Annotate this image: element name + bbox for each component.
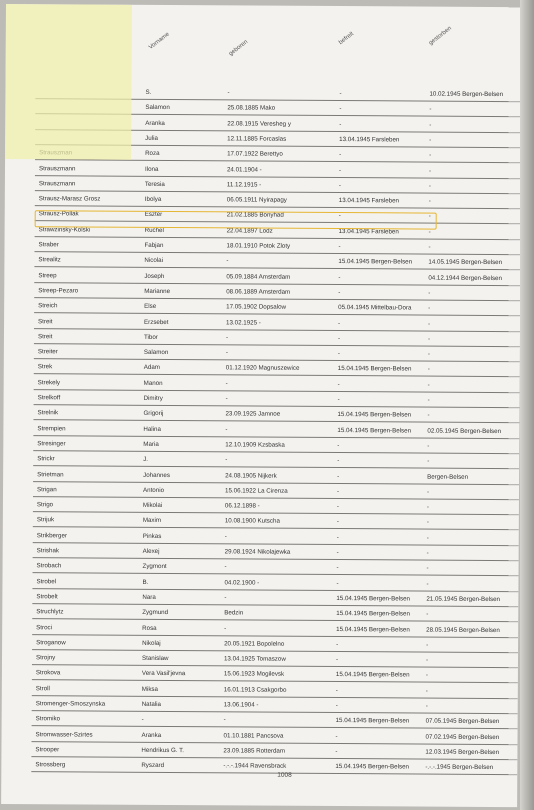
cell-name: Strelnik <box>37 409 59 417</box>
cell-birth: 15.06.1923 Mogilevsk <box>223 670 285 679</box>
cell-name: Stromwasser-Szirtes <box>35 730 93 739</box>
cell-released: - <box>337 487 340 495</box>
cell-first: Roza <box>145 150 160 158</box>
cell-birth: 25.08.1885 Mako <box>227 104 276 112</box>
cell-death: 21.05.1945 Bergen-Belsen <box>426 595 501 603</box>
cell-death: - <box>428 167 432 175</box>
cell-released: - <box>338 166 342 174</box>
column-header-died: gestorben <box>428 25 453 47</box>
cell-death: - <box>425 656 429 664</box>
cell-released: 15.04.1945 Bergen-Belsen <box>335 717 410 725</box>
cell-first: Aranka <box>145 119 165 127</box>
cell-name: Strickr <box>37 455 55 463</box>
cell-name: Strekely <box>37 378 61 387</box>
cell-name: Strausz-Pollak <box>38 210 79 218</box>
cell-name: Straber <box>38 241 59 249</box>
cell-first: Salamon <box>143 348 169 357</box>
cell-released: - <box>335 656 339 664</box>
cell-first: Stanislaw <box>141 654 169 663</box>
cell-birth: - <box>224 624 227 632</box>
cell-death: - <box>428 289 431 297</box>
cell-released: 13.04.1945 Farsleben <box>338 197 400 205</box>
cell-first: Salamon <box>145 104 170 112</box>
cell-name: Strigan <box>37 485 57 494</box>
cell-name: Strauszmann <box>38 180 76 188</box>
highlight-box <box>35 210 437 229</box>
cell-released: 15.04.1945 Bergen-Belsen <box>337 365 412 373</box>
sticky-note <box>5 4 132 160</box>
cell-released: 15.04.1945 Bergen-Belsen <box>337 426 412 435</box>
cell-birth: 15.06.1922 La Cirenza <box>225 487 288 495</box>
cell-death: - <box>428 304 431 312</box>
cell-birth: 12.10.1909 Kzsbaska <box>225 441 285 449</box>
cell-released: - <box>335 732 338 740</box>
cell-name: Streit <box>37 332 53 341</box>
cell-released: - <box>337 380 340 388</box>
cell-name: Strijuk <box>36 516 55 524</box>
cell-first: Ryszard <box>141 762 165 770</box>
cell-name: Strawzinsky-Kolski <box>38 225 91 234</box>
cell-birth: 23.09.1885 Rotterdam <box>223 747 286 755</box>
cell-birth: - <box>226 257 229 265</box>
cell-birth: 24.08.1905 Nijkerk <box>225 471 277 480</box>
cell-first: S. <box>145 88 152 96</box>
cell-released: - <box>335 747 338 755</box>
cell-released: - <box>338 319 341 327</box>
cell-name: Stromiko <box>35 715 61 723</box>
cell-released: 13.04.1945 Farsleben <box>338 227 399 236</box>
cell-death: - <box>426 503 430 511</box>
cell-death: - <box>426 610 429 618</box>
cell-first: Marianne <box>144 287 171 295</box>
cell-name: Strooper <box>35 746 60 754</box>
cell-death: - <box>426 641 429 649</box>
cell-death: 12.03.1945 Bergen-Belsen <box>425 748 500 756</box>
cell-released: - <box>337 441 340 449</box>
cell-name: Strikberger <box>36 531 68 540</box>
cell-released: 15.04.1945 Bergen-Belsen <box>335 763 409 771</box>
page-edge-shadow <box>520 0 534 810</box>
cell-death: - <box>427 457 430 465</box>
cell-released: 15.04.1945 Bergen-Belsen <box>337 411 412 419</box>
cell-first: Tibor <box>143 333 158 341</box>
cell-first: Joseph <box>144 272 165 280</box>
cell-death: - <box>427 350 430 358</box>
cell-birth: Bedzin <box>224 609 244 617</box>
cell-death: - <box>429 105 432 113</box>
cell-name: Streit <box>38 317 53 325</box>
cell-death: - <box>426 580 429 588</box>
cell-first: Vera Vasil'jevna <box>141 670 186 678</box>
cell-death: - <box>428 243 431 251</box>
cell-released: - <box>337 457 340 465</box>
cell-first: Adam <box>143 364 160 372</box>
cell-birth: 21.02.1885 Bonyhad <box>226 211 284 220</box>
cell-name: Strelkoff <box>37 394 61 402</box>
cell-name: Strealitz <box>38 256 61 264</box>
column-header-born: geboren <box>228 39 250 58</box>
cell-released: - <box>337 350 340 358</box>
cell-death: 07.02.1945 Bergen-Belsen <box>425 733 500 741</box>
cell-first: Johannes <box>143 471 170 479</box>
cell-birth: - <box>224 563 227 571</box>
cell-first: Erzsebet <box>144 318 169 326</box>
cell-name: Streep <box>38 271 57 279</box>
cell-name: Stresinger <box>37 440 66 448</box>
cell-name: Strobelt <box>36 593 58 601</box>
cell-death: - <box>427 396 430 404</box>
cell-birth: 29.08.1924 Nikolajewka <box>224 548 291 556</box>
cell-death: - <box>427 442 430 450</box>
cell-birth: 05.09.1884 Amsterdam <box>226 272 291 281</box>
cell-birth: 10.08.1900 Kutscha <box>224 517 280 526</box>
table-row <box>31 757 517 775</box>
cell-death: 10.02.1945 Bergen-Belsen <box>429 90 504 99</box>
cell-death: - <box>427 488 430 496</box>
cell-birth: 01.12.1920 Magnuszewice <box>225 364 300 373</box>
cell-birth: 16.01.1913 Csakgorbo <box>223 686 287 694</box>
cell-first: Ilona <box>144 165 159 173</box>
cell-first: Antonio <box>143 486 165 494</box>
cell-birth: 13.04.1925 Tomaszow <box>223 655 286 663</box>
cell-birth: - <box>225 380 228 388</box>
cell-first: B. <box>142 578 149 586</box>
cell-first: Maria <box>143 440 159 448</box>
cell-released: 05.04.1945 Mittelbau-Dora <box>338 304 412 312</box>
cell-birth: 20.05.1921 Bopolelno <box>224 640 285 648</box>
page-number: 1008 <box>277 771 292 779</box>
column-header-first-name: Vorname <box>148 31 171 51</box>
cell-death: 28.05.1945 Bergen-Belsen <box>426 626 500 634</box>
cell-released: - <box>335 686 338 694</box>
cell-name: Strempien <box>37 424 66 432</box>
cell-death: - <box>427 365 430 373</box>
cell-first: Teresia <box>144 180 165 188</box>
cell-first: Grigorij <box>143 410 164 418</box>
cell-death: - <box>426 518 429 526</box>
cell-death: - <box>427 411 430 419</box>
cell-name: Strek <box>37 363 53 371</box>
cell-name: Streich <box>38 302 58 310</box>
cell-death: 04.12.1944 Bergen-Belsen <box>428 274 502 282</box>
cell-released: - <box>336 503 340 511</box>
cell-birth: - <box>225 349 228 357</box>
cell-birth: 13.06.1904 - <box>223 701 259 709</box>
cell-first: Else <box>144 303 157 311</box>
cell-first: Manon <box>143 379 163 387</box>
cell-released: - <box>339 105 342 113</box>
column-header-liberated: befreit <box>338 31 355 47</box>
cell-first: Miksa <box>141 685 159 693</box>
cell-first: Zygmund <box>142 609 169 617</box>
cell-released: - <box>335 702 338 710</box>
cell-released: 15.04.1945 Bergen-Belsen <box>335 671 410 679</box>
cell-name: Stromenger-Smoszynska <box>35 700 106 708</box>
cell-released: 15.04.1945 Bergen-Belsen <box>336 625 410 633</box>
cell-name: Strigo <box>36 501 54 509</box>
cell-death: - <box>428 182 431 190</box>
cell-birth: 08.06.1889 Amsterdam <box>226 288 291 296</box>
cell-first: Dimitry <box>143 394 163 402</box>
cell-birth: 24.01.1904 - <box>226 165 262 174</box>
cell-released: - <box>338 288 341 296</box>
cell-death: - <box>426 564 429 572</box>
cell-birth: 22.04.1897 Lodz <box>226 227 273 235</box>
cell-name: Stroll <box>35 684 50 692</box>
cell-death: - <box>427 381 430 389</box>
cell-name: Stroci <box>36 623 53 631</box>
cell-death: - <box>428 228 431 236</box>
cell-name: Strobach <box>36 562 62 570</box>
cell-released: 15.04.1945 Bergen-Belsen <box>336 594 411 603</box>
cell-released: - <box>336 564 339 572</box>
cell-death: - <box>425 702 428 710</box>
cell-birth: 11.12.1915 - <box>226 181 262 189</box>
cell-death: - <box>427 335 431 343</box>
cell-released: - <box>339 90 342 98</box>
cell-birth: - <box>224 533 227 541</box>
cell-birth: 17.07.1922 Berettyo <box>227 150 283 158</box>
cell-death: - <box>428 212 431 220</box>
cell-name: Streep-Pezaro <box>38 287 79 295</box>
cell-first: Hendrikus G. T. <box>141 746 184 754</box>
cell-birth: - <box>227 89 230 97</box>
cell-name: Strojny <box>35 654 56 662</box>
cell-released: 15.04.1945 Bergen-Belsen <box>336 610 410 618</box>
cell-first: Pinkas <box>142 532 162 540</box>
cell-released: - <box>339 151 342 159</box>
cell-birth: 06.12.1898 - <box>224 502 260 510</box>
cell-first: Eszter <box>144 211 163 219</box>
cell-death: 14.05.1945 Bergen-Belsen <box>428 258 503 267</box>
cell-name: Strishak <box>36 547 60 555</box>
cell-death: - <box>426 549 429 557</box>
cell-released: 15.04.1945 Bergen-Belsen <box>338 258 413 266</box>
cell-first: Rosa <box>142 624 157 632</box>
cell-first: Ruchel <box>144 226 164 234</box>
cell-death: -.-.-.1945 Bergen-Belsen <box>425 763 494 772</box>
cell-name: Strossberg <box>35 761 66 769</box>
cell-name: Strausz-Marasz Grosz <box>38 195 101 203</box>
cell-birth: 17.05.1902 Dopsalow <box>226 303 287 311</box>
cell-released: - <box>338 181 341 189</box>
cell-birth: 18.01.1910 Potok Zloty <box>226 242 291 250</box>
cell-death: - <box>428 320 431 328</box>
cell-birth: 22.08.1915 Veresheg y <box>227 119 291 128</box>
cell-birth: 13.02.1925 - <box>226 318 261 327</box>
cell-death: 07.05.1945 Bergen-Belsen <box>425 717 500 726</box>
cell-name: Strauszmann <box>38 164 76 172</box>
cell-death: 02.05.1945 Bergen-Belsen <box>427 427 502 435</box>
cell-birth: - <box>223 716 226 724</box>
cell-name: Streiter <box>37 348 58 356</box>
cell-first: - <box>141 716 144 724</box>
cell-death: - <box>429 151 432 159</box>
cell-birth: 06.05.1911 Nyirapagy <box>226 196 287 204</box>
cell-released: - <box>336 579 339 587</box>
cell-first: Ibolya <box>144 195 162 204</box>
cell-birth: - <box>225 456 228 464</box>
cell-first: J. <box>143 456 149 464</box>
cell-death: Bergen-Belsen <box>427 473 469 481</box>
cell-released: - <box>338 243 341 251</box>
cell-first: Aranka <box>141 731 162 739</box>
cell-released: - <box>336 549 339 557</box>
cell-birth: 23.09.1925 Jamnoe <box>225 410 281 418</box>
cell-first: Natalia <box>141 700 162 708</box>
cell-death: - <box>426 534 429 542</box>
document-page <box>1 4 522 807</box>
cell-name: Stroganow <box>36 638 66 647</box>
cell-first: Nara <box>142 593 156 601</box>
cell-released: - <box>337 396 340 404</box>
cell-first: Zygmont <box>142 563 167 571</box>
cell-released: - <box>336 640 339 648</box>
cell-birth: 12.11.1885 Forcaslas <box>227 135 287 143</box>
cell-released: - <box>339 120 342 128</box>
cell-birth: -.-.-.1944 Ravensbrack <box>223 762 287 770</box>
cell-birth: - <box>225 425 228 433</box>
cell-birth: - <box>224 594 227 602</box>
cell-released: - <box>336 518 339 526</box>
cell-released: - <box>338 212 341 220</box>
cell-first: Halina <box>143 425 161 433</box>
cell-name: Strietman <box>37 470 64 478</box>
cell-released: - <box>338 273 341 281</box>
cell-birth: - <box>225 395 228 403</box>
cell-death: - <box>429 136 432 144</box>
cell-birth: - <box>225 334 229 342</box>
cell-first: Maxim <box>142 517 162 525</box>
cell-name: Struchlytz <box>36 608 64 616</box>
cell-death: - <box>429 121 432 129</box>
cell-name: Strokova <box>35 669 61 677</box>
cell-first: Alexej <box>142 547 160 555</box>
cell-released: 13.04.1945 Farsleben <box>339 135 400 144</box>
cell-released: - <box>337 472 340 480</box>
cell-first: Nicolai <box>144 257 164 265</box>
cell-death: - <box>425 671 428 679</box>
cell-death: - <box>425 687 428 695</box>
cell-first: Nikolaj <box>142 639 161 647</box>
cell-first: Mikolai <box>142 501 163 510</box>
cell-birth: 01.10.1881 Pancsova <box>223 731 284 740</box>
cell-name: Strobel <box>36 577 57 585</box>
cell-released: - <box>337 334 341 342</box>
cell-death: - <box>428 197 431 205</box>
cell-first: Fabjan <box>144 241 164 249</box>
cell-birth: 04.02.1900 - <box>224 578 260 587</box>
cell-released: - <box>336 533 339 541</box>
cell-first: Julia <box>145 134 158 142</box>
